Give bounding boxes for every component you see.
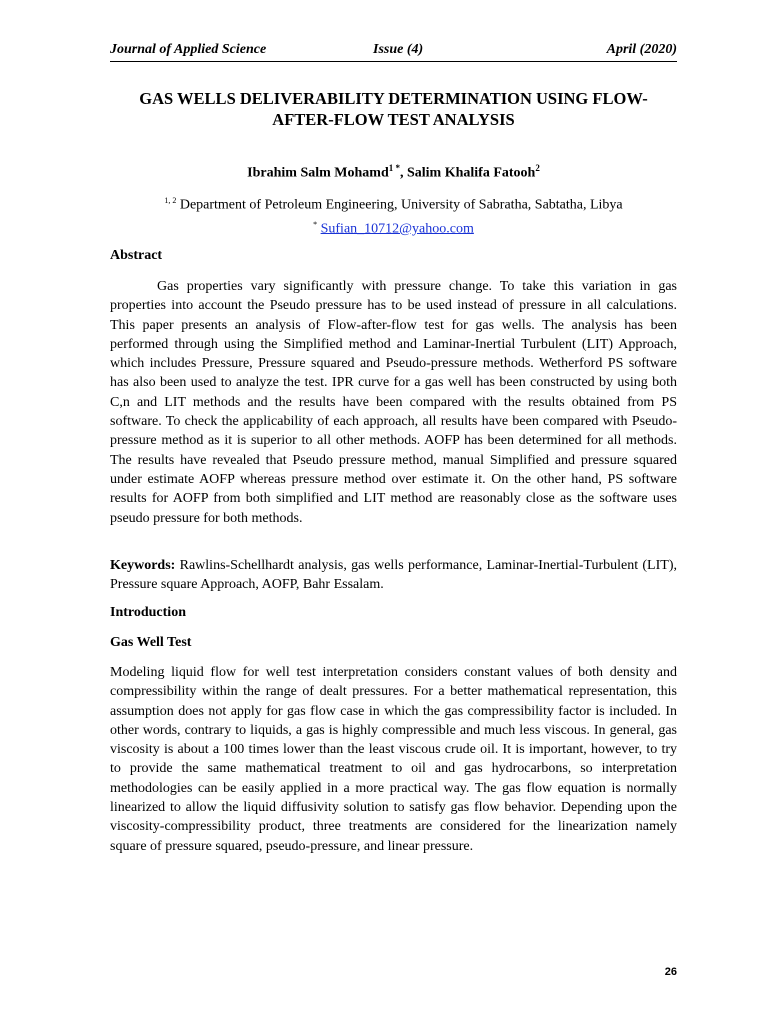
- introduction-heading: Introduction: [110, 605, 186, 620]
- author-line: [110, 163, 677, 182]
- author-1-marker: 1 *: [388, 163, 400, 173]
- email-line: [110, 215, 677, 239]
- keywords-text: Rawlins-Schellhardt analysis, gas wells performance, Laminar-Inertial-Turbulent (LIT), Pressure square Approach, AOFP, Bahr Essalam.: [110, 558, 677, 593]
- gas-well-test-heading: Gas Well Test: [110, 635, 192, 650]
- author-separator: ,: [399, 165, 407, 181]
- affiliation-marker: 1, 2: [164, 196, 177, 205]
- abstract-heading: Abstract: [110, 248, 163, 263]
- affiliation-block: [110, 191, 677, 238]
- page-number: 26: [664, 966, 677, 978]
- issue-date: April (2020): [606, 42, 677, 57]
- email-link[interactable]: Sufian_10712@yahoo.com: [320, 221, 474, 237]
- running-header: [110, 42, 677, 62]
- affiliation-text: Department of Petroleum Engineering, University of Sabratha, Sabtatha, Libya: [179, 197, 623, 213]
- keywords-label: Keywords:: [110, 558, 176, 573]
- author-2: Salim Khalifa Fatooh: [406, 165, 536, 181]
- header-divider: [110, 61, 677, 62]
- journal-name: Journal of Applied Science: [110, 42, 267, 57]
- issue-number: Issue (4): [373, 42, 424, 57]
- email-marker: *: [313, 219, 318, 229]
- affiliation-line: [110, 191, 677, 215]
- paper-title: GAS WELLS DELIVERABILITY DETERMINATION USING FLOW-AFTER-FLOW TEST ANALYSIS: [139, 89, 648, 129]
- keywords-block: [110, 556, 677, 595]
- author-2-marker: 2: [535, 163, 540, 173]
- abstract-body: Gas properties vary significantly with pressure change. To take this variation in gas properties into account the Pseudo pressure has to be used instead of pressure in all calculations. This paper presents an analysis of Flow-after-flow test for gas wells. The analysis has been performed through using the Simplified method and Laminar-Inertial Turbulent (LIT) Approach, which includes Pressure, Pressure squared and Pseudo-pressure methods. Wetherford PS software has also been used to analyze the test. IPR curve for a gas well has been constructed by using both C,n and LIT methods and the results have been compared with the results obtained from PS software. To check the applicability of each approach, all results have been compared with Pseudo-pressure method as it is superior to all other methods. AOFP has been determined for all methods. The results have revealed that Pseudo pressure method, manual Simplified and pressure squared under estimate AOFP whereas pressure method over estimate it. On the other hand, PS software results for AOFP from both simplified and LIT method are reasonably close as the software uses pseudo pressure for both methods.: [110, 279, 677, 526]
- author-1: Ibrahim Salm Mohamd: [247, 165, 389, 181]
- introduction-body: Modeling liquid flow for well test interpretation considers constant values of both density and compressibility within the range of dealt pressures. For a better mathematical representation, this assumption does not apply for gas flow case in which the gas compressibility factor is included. In other words, contrary to liquids, a gas is highly compressible and much less viscous. In general, gas viscosity is about a 100 times lower than the least viscous crude oil. It is important, however, to try to provide the same mathematical treatment to oil and gas hydrocarbons, so interpretation methodologies can be easily applied in a more practical way. The gas flow equation is normally linearized to allow the liquid diffusivity solution to satisfy gas flow behavior. Depending upon the viscosity-compressibility product, three treatments are considered for the linearization namely square of pressure squared, pseudo-pressure, and linear pressure.: [110, 665, 677, 854]
